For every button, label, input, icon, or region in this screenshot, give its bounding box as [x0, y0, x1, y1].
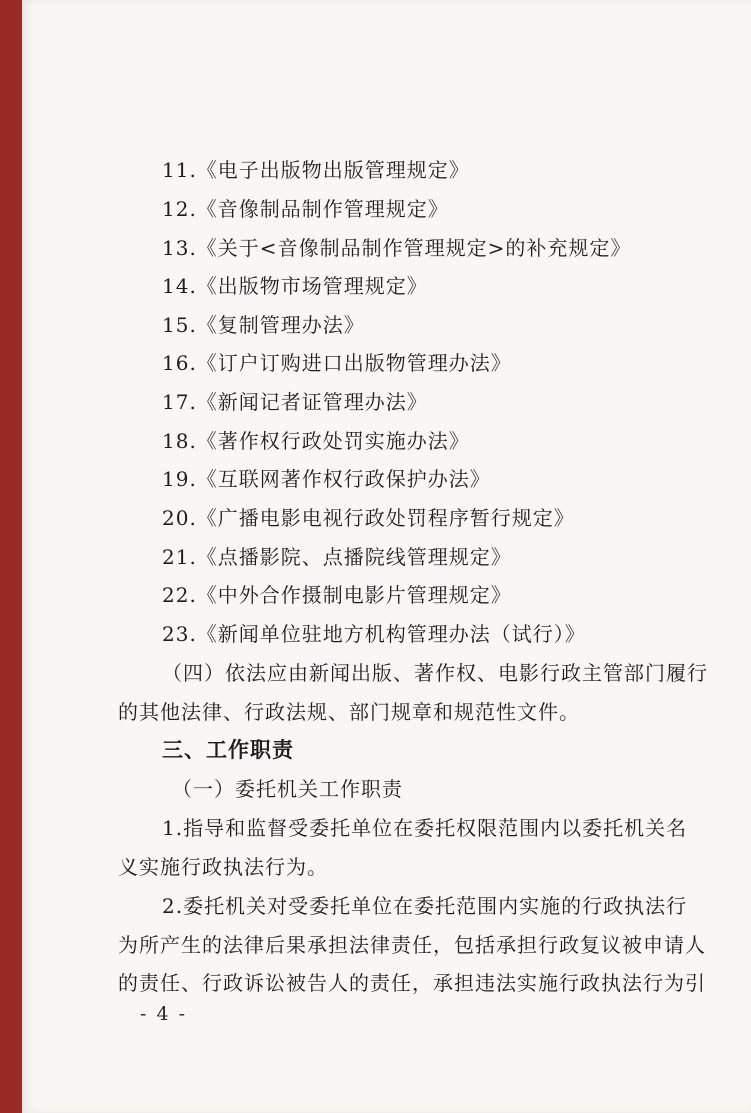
item-2-line-1: 2.委托机关对受委托单位在委托范围内实施的行政执法行 — [162, 894, 688, 918]
list-item-12: 12.《音像制品制作管理规定》 — [162, 197, 449, 221]
red-binding-edge — [0, 0, 22, 1113]
list-item-11: 11.《电子出版物出版管理规定》 — [162, 158, 470, 182]
para-4-line-2: 的其他法律、行政法规、部门规章和规范性文件。 — [118, 700, 580, 724]
list-item-23: 23.《新闻单位驻地方机构管理办法（试行）》 — [162, 622, 586, 646]
item-2-line-3: 的责任、行政诉讼被告人的责任，承担违法实施行政执法行为引 — [118, 971, 706, 995]
list-item-14: 14.《出版物市场管理规定》 — [162, 274, 428, 298]
list-item-19: 19.《互联网著作权行政保护办法》 — [162, 467, 491, 491]
document-page — [22, 0, 751, 1113]
item-1-line-2: 义实施行政执法行为。 — [118, 855, 328, 879]
list-item-17: 17.《新闻记者证管理办法》 — [162, 390, 428, 414]
item-2-line-2: 为所产生的法律后果承担法律责任，包括承担行政复议被申请人 — [118, 933, 706, 957]
section-heading: 三、工作职责 — [162, 737, 294, 762]
subsection-heading: （一）委托机关工作职责 — [172, 777, 403, 801]
list-item-20: 20.《广播电影电视行政处罚程序暂行规定》 — [162, 506, 575, 530]
item-1-line-1: 1.指导和监督受委托单位在委托权限范围内以委托机关名 — [162, 816, 688, 840]
list-item-15: 15.《复制管理办法》 — [162, 313, 365, 337]
page-number: - 4 - — [140, 1003, 188, 1025]
list-item-13: 13.《关于<音像制品制作管理规定>的补充规定》 — [162, 236, 632, 260]
list-item-16: 16.《订户订购进口出版物管理办法》 — [162, 351, 512, 375]
list-item-18: 18.《著作权行政处罚实施办法》 — [162, 429, 470, 453]
list-item-22: 22.《中外合作摄制电影片管理规定》 — [162, 583, 512, 607]
list-item-21: 21.《点播影院、点播院线管理规定》 — [162, 545, 512, 569]
para-4-line-1: （四）依法应由新闻出版、著作权、电影行政主管部门履行 — [162, 661, 708, 685]
